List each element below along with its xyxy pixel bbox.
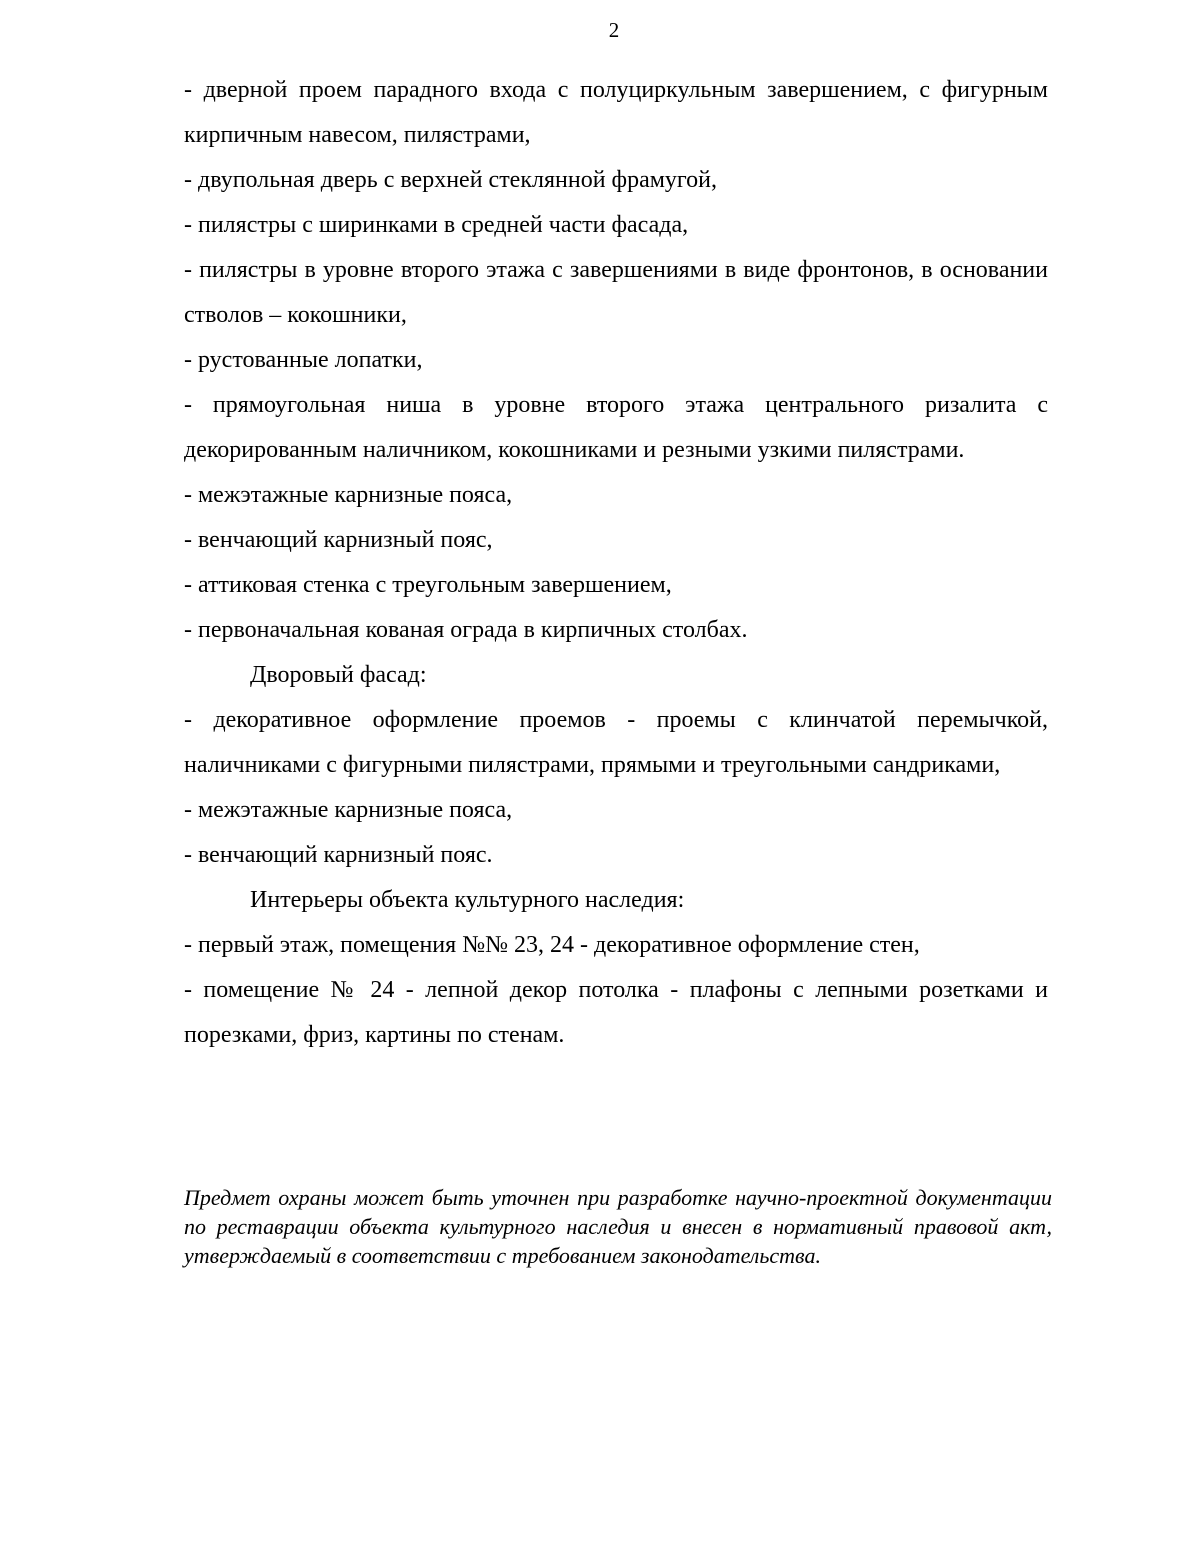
paragraph: - венчающий карнизный пояс. — [184, 842, 493, 868]
paragraph: - венчающий карнизный пояс, — [184, 527, 493, 553]
paragraph: - дверной проем парадного входа с полуциркульным завершением, с фигурным кирпичным навесом, пилястрами, — [184, 77, 1048, 148]
paragraph: - первый этаж, помещения №№ 23, 24 - декоративное оформление стен, — [184, 932, 920, 958]
paragraph: - рустованные лопатки, — [184, 347, 423, 373]
paragraph: - двупольная дверь с верхней стеклянной фрамугой, — [184, 167, 718, 193]
page-number: 2 — [608, 18, 620, 42]
paragraph: - аттиковая стенка с треугольным завершением, — [184, 572, 672, 598]
paragraph: - пилястры с ширинками в средней части фасада, — [184, 212, 689, 238]
paragraph: - межэтажные карнизные пояса, — [184, 797, 513, 823]
paragraph: - межэтажные карнизные пояса, — [184, 482, 513, 508]
section-heading: Интерьеры объекта культурного наследия: — [250, 887, 685, 913]
paragraph: - помещение № 24 - лепной декор потолка - плафоны с лепными розетками и порезками, фриз, картины по стенам. — [184, 977, 1048, 1048]
document-body — [184, 68, 1048, 1058]
section-heading: Дворовый фасад: — [250, 662, 427, 688]
note-text: Предмет охраны может быть уточнен при разработке научно-проектной документации по реставрации объекта культурного наследия и внесен в нормативный правовой акт, утверждаемый в соответствии с требованием законодательства. — [184, 1185, 1052, 1268]
paragraph: - первоначальная кованая ограда в кирпичных столбах. — [184, 617, 748, 643]
paragraph: - пилястры в уровне второго этажа с завершениями в виде фронтонов, в основании стволов – кокошники, — [184, 257, 1048, 328]
paragraph: - прямоугольная ниша в уровне второго этажа центрального ризалита с декорированным наличником, кокошниками и резными узкими пилястрами. — [184, 392, 1048, 463]
paragraph: - декоративное оформление проемов - проемы с клинчатой перемычкой, наличниками с фигурными пилястрами, прямыми и треугольными сандриками, — [184, 707, 1048, 778]
